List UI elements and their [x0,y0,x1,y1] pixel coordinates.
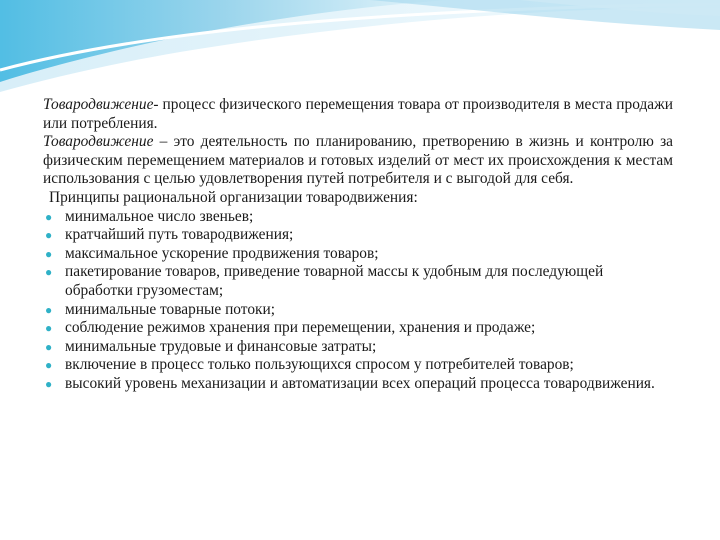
circle-bullet-icon: ● [45,209,53,224]
circle-bullet-icon: ● [45,302,53,317]
slide-content [43,96,673,394]
header-wave-decoration [0,0,720,100]
principles-list [43,208,673,394]
circle-bullet-icon: ● [45,339,53,354]
list-item: ● высокий уровень механизации и автоматизации всех операций процесса товародвижения. [45,374,655,392]
circle-bullet-icon: ● [45,228,53,243]
definition-paragraph-1 [43,96,673,133]
circle-bullet-icon: ● [45,246,53,261]
principles-heading: Принципы рациональной организации товародвижения: [49,188,418,206]
list-item: ● минимальные трудовые и финансовые затраты; [45,337,377,355]
definition-text: процесс физического перемещения товара от производителя в места продажи или потребления. [43,96,673,132]
list-item: ● соблюдение режимов хранения при перемещении, хранения и продаже; [45,319,536,337]
list-item: ● минимальное число звеньев; [45,207,254,225]
list-item: ● минимальные товарные потоки; [45,300,276,318]
list-item: ● пакетирование товаров, приведение товарной массы к удобным для последующей обработки грузоместам; [45,263,604,299]
list-item: ● включение в процесс только пользующихся спросом у потребителей товаров; [45,356,574,374]
term-italic: Товародвижение [43,133,154,151]
list-item: ● кратчайший путь товародвижения; [45,226,294,244]
definition-paragraph-2 [43,133,673,189]
circle-bullet-icon: ● [45,376,53,391]
term-italic: Товародвижение- [43,96,159,113]
list-item: ● максимальное ускорение продвижения товаров; [45,244,379,262]
circle-bullet-icon: ● [45,265,53,280]
circle-bullet-icon: ● [45,358,53,373]
definition-text: – это деятельность по планированию, претворению в жизнь и контролю за физическим перемещением материалов и готовых изделий от мест их происхождения к местам использования с целью удовлетворения путей потребителя и с выгодой для себя. [43,133,673,188]
circle-bullet-icon: ● [45,321,53,336]
